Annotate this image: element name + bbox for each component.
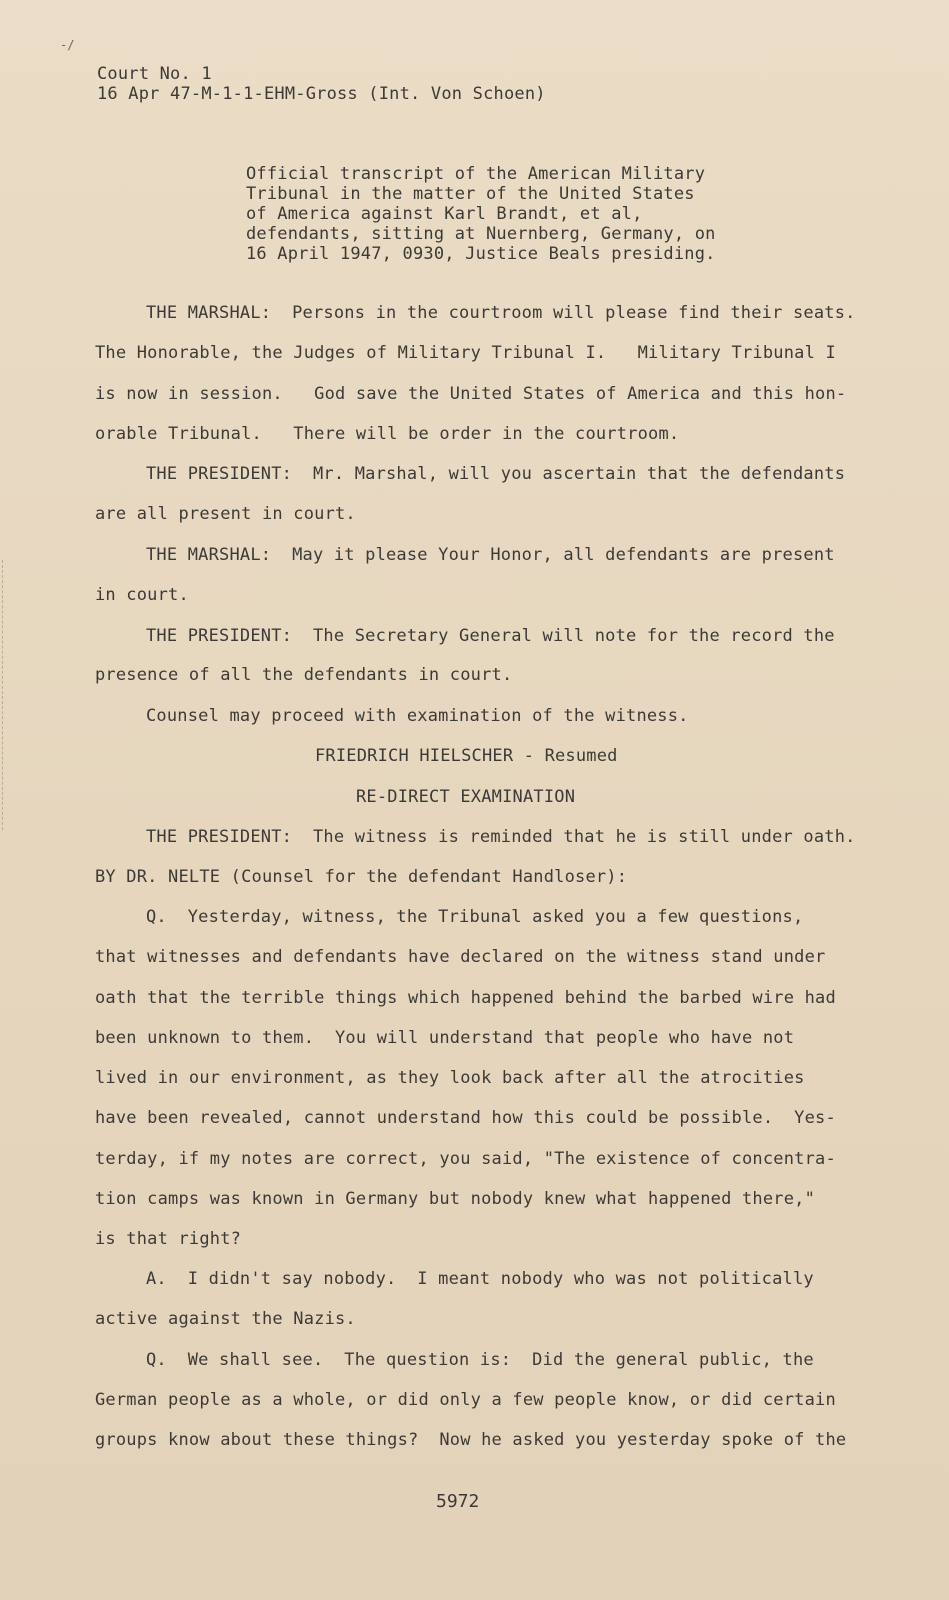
body-line: THE MARSHAL: May it please Your Honor, all defendants are present bbox=[146, 545, 835, 565]
witness-heading: FRIEDRICH HIELSCHER - Resumed bbox=[315, 746, 618, 766]
body-line: THE MARSHAL: Persons in the courtroom will please find their seats. bbox=[146, 303, 856, 323]
body-line: THE PRESIDENT: The witness is reminded that he is still under oath. bbox=[146, 827, 856, 847]
body-line: that witnesses and defendants have declared on the witness stand under bbox=[95, 947, 826, 967]
body-line: THE PRESIDENT: Mr. Marshal, will you ascertain that the defendants bbox=[146, 464, 846, 484]
intro-line: Tribunal in the matter of the United States bbox=[246, 184, 695, 204]
body-line: THE PRESIDENT: The Secretary General will note for the record the bbox=[146, 626, 835, 646]
body-line: German people as a whole, or did only a few people know, or did certain bbox=[95, 1390, 836, 1410]
body-line: terday, if my notes are correct, you said, "The existence of concentra- bbox=[95, 1149, 836, 1169]
body-line: Counsel may proceed with examination of the witness. bbox=[146, 706, 689, 726]
body-line: is that right? bbox=[95, 1229, 242, 1249]
examination-heading: RE-DIRECT EXAMINATION bbox=[356, 787, 576, 807]
body-line: Q. Yesterday, witness, the Tribunal asked you a few questions, bbox=[146, 907, 804, 927]
body-line: tion camps was known in Germany but nobody knew what happened there," bbox=[95, 1189, 816, 1209]
body-line: A. I didn't say nobody. I meant nobody who was not politically bbox=[146, 1269, 814, 1289]
body-line: groups know about these things? Now he asked you yesterday spoke of the bbox=[95, 1430, 847, 1450]
body-line: have been revealed, cannot understand how this could be possible. Yes- bbox=[95, 1108, 836, 1128]
body-line: oath that the terrible things which happened behind the barbed wire had bbox=[95, 988, 836, 1008]
body-line: active against the Nazis. bbox=[95, 1309, 356, 1329]
body-line: in court. bbox=[95, 585, 189, 605]
body-line: lived in our environment, as they look back after all the atrocities bbox=[95, 1068, 805, 1088]
body-line: Q. We shall see. The question is: Did the general public, the bbox=[146, 1350, 814, 1370]
intro-line: 16 April 1947, 0930, Justice Beals presiding. bbox=[246, 244, 716, 264]
body-line: orable Tribunal. There will be order in the courtroom. bbox=[95, 424, 680, 444]
body-line: been unknown to them. You will understand that people who have not bbox=[95, 1028, 795, 1048]
header-court-number: Court No. 1 bbox=[97, 64, 212, 84]
pencil-mark: -/ bbox=[60, 38, 75, 52]
intro-line: of America against Karl Brandt, et al, bbox=[246, 204, 643, 224]
intro-line: defendants, sitting at Nuernberg, Germany, on bbox=[246, 224, 716, 244]
body-line: The Honorable, the Judges of Military Tribunal I. Military Tribunal I bbox=[95, 343, 836, 363]
header-session-code: 16 Apr 47-M-1-1-EHM-Gross (Int. Von Schoen) bbox=[97, 84, 546, 104]
body-line: is now in session. God save the United States of America and this hon- bbox=[95, 384, 847, 404]
body-line: BY DR. NELTE (Counsel for the defendant Handloser): bbox=[95, 867, 628, 887]
binding-edge-marks bbox=[2, 560, 15, 830]
body-line: are all present in court. bbox=[95, 504, 356, 524]
intro-line: Official transcript of the American Military bbox=[246, 164, 706, 184]
page-number: 5972 bbox=[436, 1491, 480, 1512]
body-line: presence of all the defendants in court. bbox=[95, 665, 513, 685]
